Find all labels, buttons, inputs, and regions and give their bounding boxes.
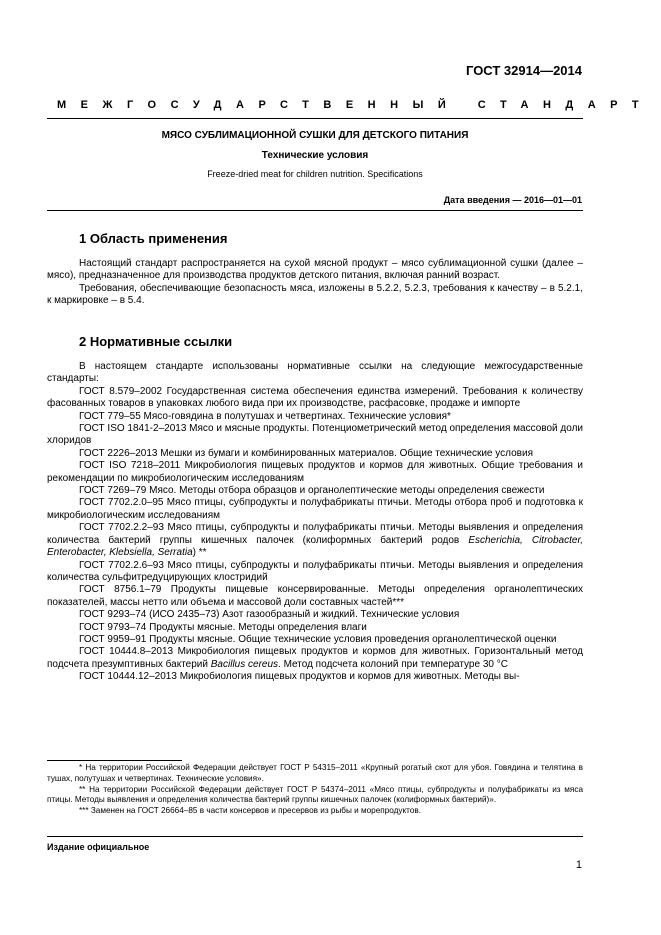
- reference-item: [47, 522, 583, 559]
- reference-item: ГОСТ 9959–91 Продукты мясные. Общие технические условия проведения органолептической оценки: [79, 633, 557, 645]
- section-1-paragraph: Настоящий стандарт распространяется на сухой мясной продукт – мясо сублимационной сушки (далее – мясо), предназначенное для производства продуктов детского питания, включая ранний возраст.: [47, 258, 583, 282]
- footnote: * На территории Российской Федерации действует ГОСТ Р 54315–2011 «Крупный рогатый скот для убоя. Говядина и телятина в тушах, полутушах и четвертинах. Технические условия».: [47, 763, 583, 783]
- reference-suffix: ) **: [192, 547, 207, 559]
- footnote: ** На территории Российской Федерации действует ГОСТ Р 54374–2011 «Мясо птицы, субпродукты и полуфабрикаты из мяса птицы. Методы выявления и определения количества бактерий группы кишечных палочек (колиформных бактерий)».: [47, 784, 583, 805]
- bottom-rule: [47, 836, 583, 837]
- section-1-paragraph: Требования, обеспечивающие безопасность мяса, изложены в 5.2.2, 5.2.3, требования к качеству – в 5.2.1, к маркировке – в 5.4.: [47, 282, 583, 307]
- document-title: МЯСО СУБЛИМАЦИОННОЙ СУШКИ ДЛЯ ДЕТСКОГО ПИТАНИЯ: [161, 130, 469, 141]
- introduction-date: Дата введения — 2016—01—01: [443, 195, 582, 205]
- top-rule: [47, 118, 583, 119]
- reference-text: ГОСТ 7702.2.2–93 Мясо птицы, субпродукты и полуфабрикаты птичьи. Методы выявления и определения количества бактерий группы кишечных палочек (колиформных бактерий родов: [47, 522, 583, 546]
- reference-item: ГОСТ 7702.2.0–95 Мясо птицы, субпродукты и полуфабрикаты птичьи. Методы отбора проб и подготовка к микробиологическим исследованиям: [47, 497, 583, 521]
- page-number: 1: [575, 859, 582, 871]
- official-edition-label: Издание официальное: [47, 842, 150, 852]
- bacteria-genera: Escherichia, Citrobacter, Enterobacter, Klebsiella, Serratia: [47, 534, 583, 559]
- english-title: Freeze-dried meat for children nutrition. Specifications: [207, 169, 423, 179]
- section-1-heading: 1 Область применения: [79, 231, 228, 246]
- reference-item: ГОСТ 779–55 Мясо-говядина в полутушах и четвертинах. Технические условия*: [79, 410, 451, 422]
- reference-item: ГОСТ 9293–74 (ИСО 2435–73) Азот газообразный и жидкий. Технические условия: [79, 609, 460, 621]
- reference-text: ГОСТ 10444.8–2013 Микробиология пищевых продуктов и кормов для животных. Горизонтальный метод подсчета презумптивных бактерий: [47, 646, 583, 670]
- footnote: *** Заменен на ГОСТ 26664–85 в части консервов и пресервов из рыбы и морепродуктов.: [79, 806, 422, 816]
- bacteria-species: Bacillus cereus: [210, 658, 279, 670]
- section-2-heading: 2 Нормативные ссылки: [79, 334, 233, 349]
- reference-suffix: . Метод подсчета колоний при температуре 30 °С: [278, 658, 508, 670]
- standard-code: ГОСТ 32914—2014: [466, 63, 582, 78]
- reference-item: ГОСТ 8.579–2002 Государственная система обеспечения единства измерений. Требования к количеству фасованных товаров в упаковках любого вида при их производстве, расфасовке, продаже и импорте: [47, 385, 583, 410]
- reference-item: ГОСТ 10444.12–2013 Микробиология пищевых продуктов и кормов для животных. Методы вы-: [79, 671, 520, 683]
- reference-item: ГОСТ ISO 1841-2–2013 Мясо и мясные продукты. Потенциометрический метод определения массовой доли хлоридов: [47, 423, 583, 447]
- reference-item: ГОСТ 7269–79 Мясо. Методы отбора образцов и органолептические методы определения свежести: [79, 485, 545, 497]
- reference-item: ГОСТ 8756.1–79 Продукты пищевые консервированные. Методы определения органолептических показателей, массы нетто или объема и массовой доли составных частей***: [47, 584, 583, 608]
- interstate-standard-banner: МЕЖГОСУДАРСТВЕННЫЙ СТАНДАРТ: [57, 99, 654, 111]
- reference-item: ГОСТ 9793–74 Продукты мясные. Методы определения влаги: [79, 621, 367, 633]
- footnotes: [47, 763, 583, 817]
- reference-item: [47, 646, 583, 671]
- reference-item: ГОСТ 7702.2.6–93 Мясо птицы, субпродукты и полуфабрикаты птичьи. Методы выявления и определения количества сульфитредуцирующих клостридий: [47, 559, 583, 583]
- reference-item: ГОСТ ISO 7218–2011 Микробиология пищевых продуктов и кормов для животных. Общие требования и рекомендации по микробиологическим исследованиям: [47, 460, 583, 484]
- footnote-rule: [47, 760, 182, 761]
- section-2-body: [47, 361, 583, 684]
- date-rule: [47, 210, 583, 211]
- document-subtitle: Технические условия: [261, 150, 369, 161]
- section-2-intro: В настоящем стандарте использованы нормативные ссылки на следующие межгосударственные стандарты:: [47, 361, 583, 385]
- reference-item: ГОСТ 2226–2013 Мешки из бумаги и комбинированных материалов. Общие технические условия: [79, 447, 533, 459]
- section-1-body: [47, 258, 583, 308]
